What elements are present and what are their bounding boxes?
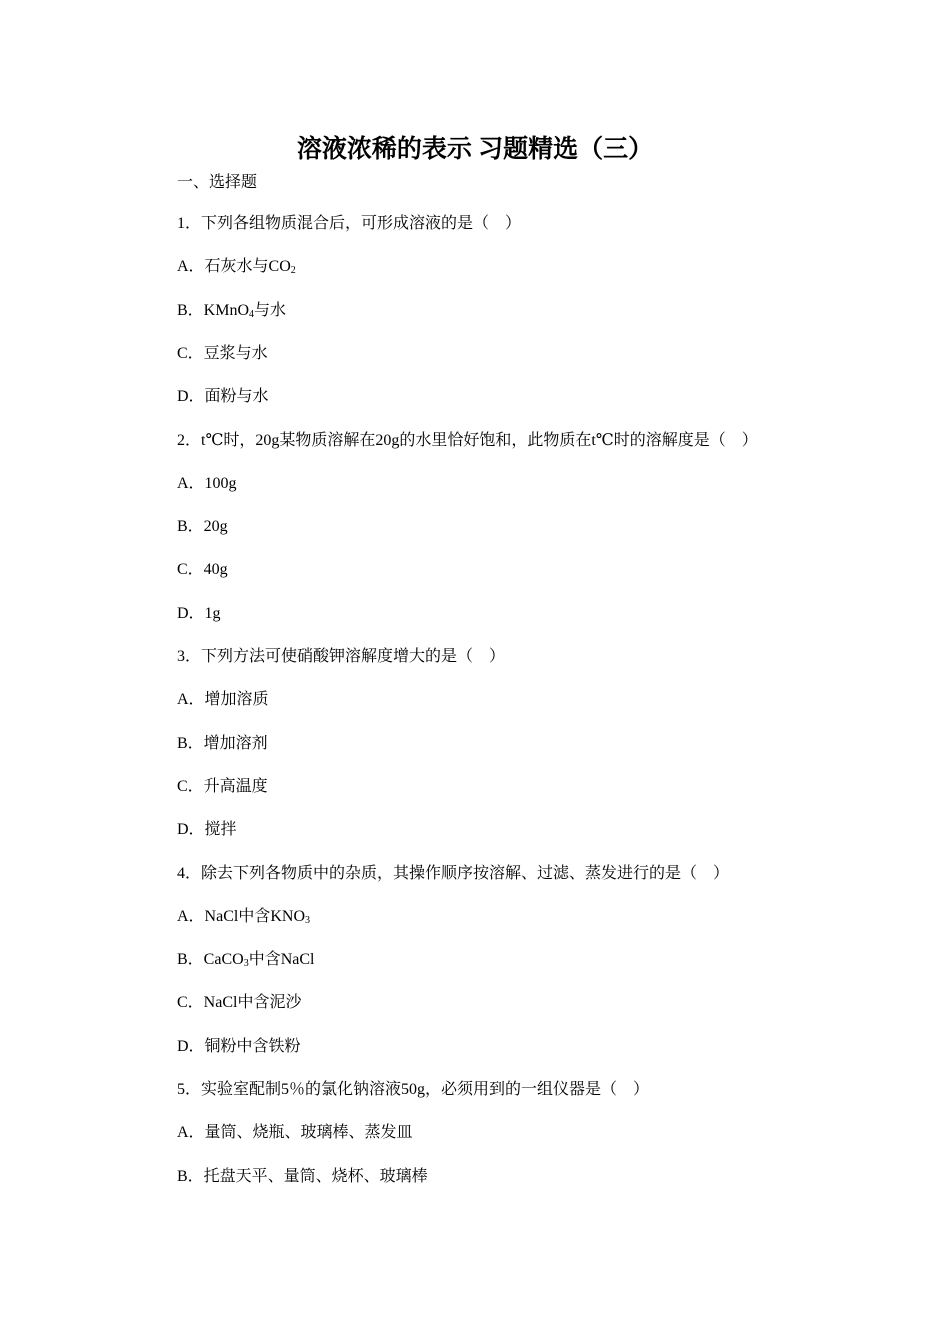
option-text: A．量筒、烧瓶、玻璃棒、蒸发皿 — [177, 1124, 413, 1142]
option-text: C．NaCl中含泥沙 — [177, 994, 302, 1012]
question-stem: 4．除去下列各物质中的杂质，其操作顺序按溶解、过滤、蒸发进行的是（ ） — [177, 864, 730, 882]
answer-option — [177, 560, 228, 580]
answer-option — [177, 344, 268, 364]
section-heading: 一、选择题 — [177, 174, 258, 191]
question-stem: 5．实验室配制5％的氯化钠溶液50g，必须用到的一组仪器是（ ） — [177, 1081, 650, 1098]
option-text: D．面粉与水 — [177, 388, 269, 406]
option-text: B．CaCO — [177, 951, 244, 969]
question-stem: 1．下列各组物质混合后，可形成溶液的是（ ） — [177, 215, 522, 232]
answer-option — [177, 517, 228, 537]
document-title: 溶液浓稀的表示 习题精选（三） — [296, 136, 654, 163]
answer-option — [177, 257, 296, 277]
question-stem: 3．下列方法可使硝酸钾溶解度增大的是（ ） — [177, 648, 506, 665]
option-text: C．豆浆与水 — [177, 344, 268, 362]
answer-option — [177, 1167, 428, 1187]
option-text: B．增加溶剂 — [177, 734, 268, 752]
option-text: A．100g — [177, 474, 237, 492]
option-text: A．石灰水与CO — [177, 258, 291, 276]
option-text: D．铜粉中含铁粉 — [177, 1037, 301, 1055]
option-text: B．托盘天平、量筒、烧杯、玻璃棒 — [177, 1167, 428, 1185]
option-text-suffix: 与水 — [254, 301, 287, 319]
answer-option — [177, 734, 268, 754]
option-text: D．搅拌 — [177, 821, 237, 839]
answer-option — [177, 993, 301, 1013]
answer-option — [177, 301, 286, 321]
answer-option — [177, 604, 221, 624]
answer-option — [177, 907, 310, 927]
option-text-suffix: 中含NaCl — [248, 951, 315, 969]
question-stem: 2．t℃时，20g某物质溶解在20g的水里恰好饱和，此物质在t℃时的溶解度是（ ） — [177, 431, 758, 449]
option-text: A．增加溶质 — [177, 691, 269, 709]
option-text: D．1g — [177, 604, 221, 622]
option-text: B．20g — [177, 518, 228, 536]
answer-option — [177, 1037, 301, 1057]
option-subscript: 3 — [305, 914, 310, 926]
option-subscript: 3 — [243, 958, 249, 970]
answer-option — [177, 777, 268, 797]
answer-option — [177, 474, 237, 494]
option-text: C．40g — [177, 561, 228, 579]
option-text: C．升高温度 — [177, 777, 268, 795]
answer-option — [177, 690, 269, 710]
option-subscript: 4 — [249, 308, 255, 320]
option-text: B．KMnO — [177, 301, 250, 319]
answer-option — [177, 820, 237, 840]
option-text: A．NaCl中含KNO — [177, 907, 305, 925]
answer-option — [177, 1123, 413, 1143]
answer-option — [177, 387, 269, 407]
answer-option — [177, 950, 314, 970]
option-subscript: 2 — [290, 265, 296, 277]
